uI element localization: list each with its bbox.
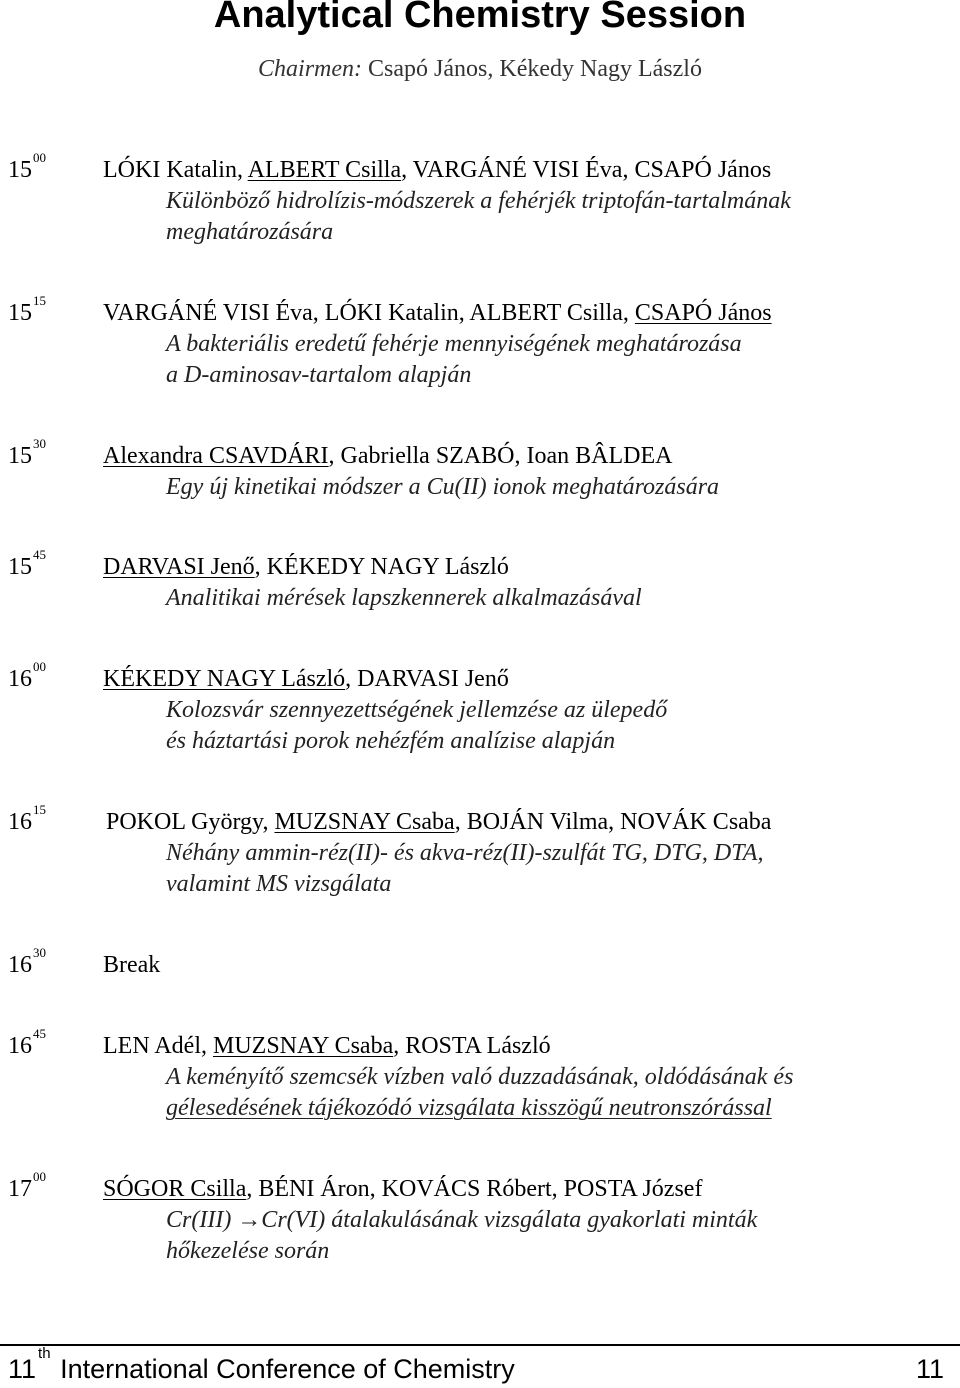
footer-ordinal-suffix: th (38, 1345, 51, 1362)
talk-title-line: Egy új kinetikai módszer a Cu(II) ionok meghatározására (166, 474, 720, 500)
entry-time (8, 293, 46, 329)
entry-time (8, 436, 46, 472)
talk-title-line: A keményítő szemcsék vízben való duzzadásának, oldódásának és (166, 1064, 794, 1090)
talk-title-line: Kolozsvár szennyezettségének jellemzése az ülepedő (166, 697, 668, 723)
presenting-author: Alexandra CSAVDÁRI (103, 443, 329, 469)
entry-time (8, 945, 46, 981)
presenting-author: KÉKEDY NAGY László (103, 666, 346, 692)
entry-talk-title (166, 1205, 757, 1267)
talk-title-line: a D-aminosav-tartalom alapján (166, 362, 472, 388)
entry-talk-title (166, 1062, 793, 1124)
entry-talk-title (166, 838, 763, 900)
entry-talk-title (166, 583, 642, 614)
author-segment: Break (103, 952, 161, 978)
chairmen-line (0, 56, 960, 83)
entry-time (8, 1169, 46, 1205)
entry-authors (103, 1174, 702, 1205)
entry-time (8, 1026, 46, 1062)
entry-talk-title (166, 472, 719, 503)
break-label (103, 950, 160, 981)
talk-title-line: gélesedésének tájékozódó vizsgálata kisszögű neutronszórással (166, 1095, 772, 1121)
presenting-author: ALBERT Csilla (247, 157, 402, 183)
presenting-author: MUZSNAY Csaba (274, 809, 455, 835)
talk-title-line: Cr(III) →Cr(VI) átalakulásának vizsgálata gyakorlati minták (166, 1207, 758, 1233)
talk-title-line: hőkezelése során (166, 1238, 330, 1264)
entry-hour: 15 (8, 300, 32, 326)
footer-conference-name: International Conference of Chemistry (60, 1354, 515, 1384)
entry-hour: 17 (8, 1176, 32, 1202)
talk-title-line: valamint MS vizsgálata (166, 871, 392, 897)
entry-time (8, 150, 46, 186)
chairmen-label: Chairmen: (258, 56, 363, 82)
talk-title-line: A bakteriális eredetű fehérje mennyiségének meghatározása (166, 331, 742, 357)
entry-authors (103, 664, 509, 695)
author-segment: LEN Adél, (103, 1033, 213, 1059)
entry-minute: 15 (33, 293, 46, 308)
chairmen-names: Csapó János, Kékedy Nagy László (368, 56, 702, 82)
talk-title-line: Néhány ammin-réz(II)- és akva-réz(II)-szulfát TG, DTG, DTA, (166, 840, 764, 866)
talk-title-line: és háztartási porok nehézfém analízise alapján (166, 728, 616, 754)
presenting-author: MUZSNAY Csaba (212, 1033, 394, 1059)
entry-minute: 30 (33, 945, 46, 960)
entry-hour: 15 (8, 157, 32, 183)
author-segment: , BÉNI Áron, KOVÁCS Róbert, POSTA József (246, 1176, 703, 1202)
page-footer (8, 1345, 944, 1387)
entry-hour: 16 (8, 952, 32, 978)
presenting-author: DARVASI Jenő (103, 554, 255, 580)
presenting-author: CSAPÓ János (634, 300, 772, 326)
page-title: Analytical Chemistry Session (213, 0, 747, 36)
entry-minute: 45 (33, 547, 46, 562)
entry-hour: 16 (8, 666, 32, 692)
entry-talk-title (166, 186, 791, 248)
entry-time (8, 659, 46, 695)
entry-authors (106, 807, 771, 838)
entry-hour: 15 (8, 554, 32, 580)
author-segment: VARGÁNÉ VISI Éva, LÓKI Katalin, ALBERT Csilla, (103, 300, 635, 326)
entry-minute: 00 (33, 659, 46, 674)
entry-hour: 16 (8, 1033, 32, 1059)
footer-ordinal-number: 11 (8, 1354, 37, 1384)
entry-time (8, 547, 46, 583)
author-segment: LÓKI Katalin, (103, 157, 248, 183)
talk-title-line: Különböző hidrolízis-módszerek a fehérjék triptofán-tartalmának (166, 188, 791, 214)
entry-authors (103, 1031, 551, 1062)
entry-authors (103, 552, 509, 583)
entry-minute: 15 (33, 802, 46, 817)
entry-time (8, 802, 46, 838)
entry-authors (103, 155, 771, 186)
entry-talk-title (166, 329, 742, 391)
entry-hour: 16 (8, 809, 32, 835)
talk-title-line: Analitikai mérések lapszkennerek alkalmazásával (166, 585, 642, 611)
author-segment: , DARVASI Jenő (345, 666, 509, 692)
entry-authors (103, 441, 672, 472)
talk-title-line: meghatározására (166, 219, 334, 245)
entry-minute: 00 (33, 150, 46, 165)
presenting-author: SÓGOR Csilla (103, 1176, 247, 1202)
entry-hour: 15 (8, 443, 32, 469)
entry-minute: 45 (33, 1026, 46, 1041)
author-segment: , ROSTA László (393, 1033, 551, 1059)
author-segment: , Gabriella SZABÓ, Ioan BÂLDEA (328, 443, 673, 469)
entry-authors (103, 298, 772, 329)
author-segment: , VARGÁNÉ VISI Éva, CSAPÓ János (401, 157, 772, 183)
author-segment: POKOL György, (106, 809, 275, 835)
entry-minute: 00 (33, 1169, 46, 1184)
entry-minute: 30 (33, 436, 46, 451)
entry-talk-title (166, 695, 667, 757)
footer-divider (0, 1344, 960, 1346)
page-number: 11 (915, 1354, 944, 1384)
author-segment: , KÉKEDY NAGY László (254, 554, 509, 580)
author-segment: , BOJÁN Vilma, NOVÁK Csaba (454, 809, 772, 835)
